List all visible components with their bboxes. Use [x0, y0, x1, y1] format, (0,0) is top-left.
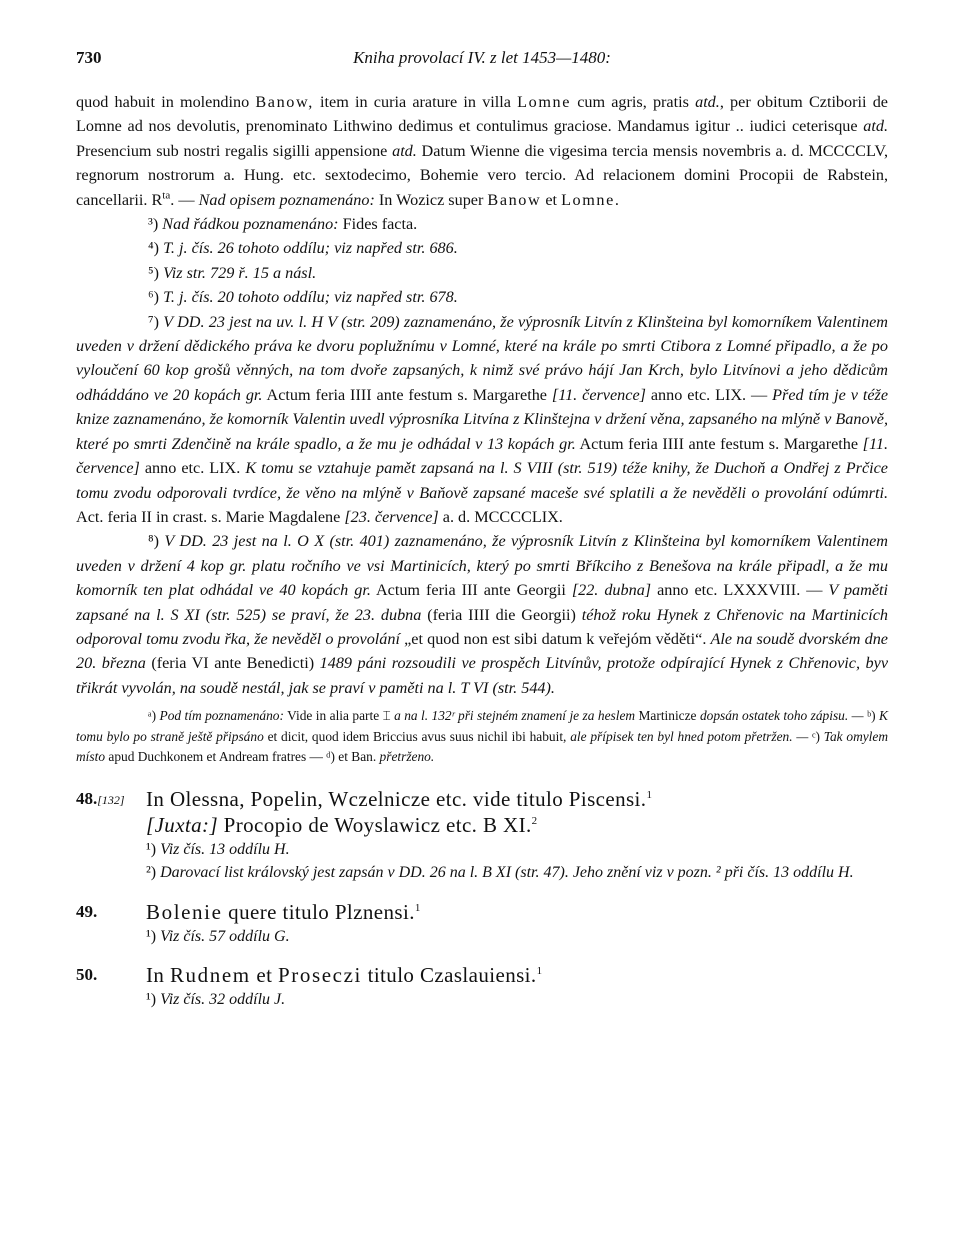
entry-title-line2: [Juxta:] Procopio de Woyslawicz etc. B XI.$^2$: [146, 812, 538, 837]
entry-number: 48.[132]: [76, 788, 125, 808]
entry-49: [76, 899, 888, 949]
footnote-4: ⁴) T. j. čís. 26 tohoto oddílu; viz napřed str. 686.: [148, 239, 458, 258]
footnote-5: ⁵) Viz str. 729 ř. 15 a násl.: [148, 263, 317, 282]
siglum-symbol-icon: ⌶: [382, 708, 391, 724]
entry-footnote: ¹) Viz čís. 32 oddílu J.: [146, 991, 286, 1009]
footnote-6: ⁶) T. j. čís. 20 tohoto oddílu; viz napřed str. 678.: [148, 288, 458, 307]
entry-number: 50.: [76, 965, 98, 985]
entry-title: In Rudnem et Proseczi titulo Czaslauiensi.$^1$: [146, 963, 543, 988]
charter-paragraph: quod habuit in molendino Banow, item in curia arature in villa Lomne cum agris, pratis atd., per obitum Cztiborii de Lomne ad nos devolutis, prenominato Lithwino dedimus et contulimus graciose. Mandamus igitur .. iudici ceterisque atd. Presencium sub nostri regalis sigilli appensione atd. Datum Wienne die vigesima tercia mensis novembris a. d. MCCCCLV, regnorum nostrorum a. Hung. etc. sextodecimo, Bohemie vero tercio. Ad relacionem domini Procopii de Rabstein, cancellarii. $R^{ta}$. — Nad opisem poznamenáno: In Wozicz super Banow et Lomne.: [76, 93, 888, 209]
entry-title: In Olessna, Popelin, Wczelnicze etc. vide titulo Piscensi.$^1$: [146, 786, 653, 811]
running-header: [76, 48, 888, 76]
footnote-8: ⁸) V DD. 23 jest na l. O X (str. 401) zaznamenáno, že výprosník Litvín z Klinšteina byl komorníkem Valentinem uveden v držení 4 kop gr. platu ročního ve vsi Martinicích, který po smrti Bříkciho z Benešova na krále připadl, a že mu komorník ten plat odhádal ve 40 kopách gr. Actum feria III ante Georgii [22. dubna] anno etc. LXXXVIII. — V paměti zapsané na l. S XI (str. 525) se praví, že 23. dubna (feria IIII die Georgii) téhož roku Hynek z Chřenovic na Martinicích odporoval tomu zvodu řka, že nevěděl o provolání „et quod non est sibi datum k veřejóm věděti“. Ale na soudě dvorském dne 20. března (feria VI ante Benedicti) 1489 páni rozsoudili ve prospěch Litvínův, protože odpírající Hynek z Chřenovic, byv třikrát vyvolán, na soudě nestál, jak se praví v paměti na l. T VI (str. 544).: [76, 532, 889, 697]
footnote-7: ⁷) V DD. 23 jest na uv. l. H V (str. 209) zaznamenáno, že výprosník Litvín z Klinšteina byl komorníkem Valentinem uveden v držení dědického práva ke dvoru poplužnímu v Lomné, které na krále po smrti Ctibora z Lomné připadlo, a že po vyloučení 60 kop grošů věnných, na tom dvoře zapsaných, k nimž své právo hájí Jan Krch, bylo Litvínovi a jeho dědicům odháddáno ve 20 kopách gr. Actum feria IIII ante festum s. Margarethe [11. července] anno etc. LIX. — Před tím je v téže knize zaznamenáno, že komorník Valentin uvedl výprosníka Litvína z Klinštejna v držení věna, zapsaného na mlýně v Banově, které po smrti Zdenčině na krále spadlo, a že mu je odhádal v 13 kopách gr. Actum feria IIII ante festum s. Margarethe [11. července] anno etc. LIX. K tomu se vztahuje pamět zapsaná na l. S VIII (str. 519) téže knihy, že Duchoň a Ondřej z Prčice tomu zvodu odporovali tvrdíce, že věno na mlýně v Baňově zapsané maceše své splatili a že nevěděli o provolání odúmrti. Act. feria II in crast. s. Marie Magdalene [23. července] a. d. MCCCCLIX.: [76, 312, 889, 526]
running-title: Kniha provolací IV. z let 1453—1480:: [353, 48, 611, 67]
footnote-3: ³) Nad řádkou poznamenáno: Fides facta.: [148, 215, 418, 234]
entry-number: 49.: [76, 901, 98, 921]
document-page: [76, 48, 888, 1012]
main-text: [76, 90, 888, 768]
entry-50: [76, 962, 888, 1012]
entry-title: Bolenie quere titulo Plznensi.$^1$: [146, 899, 421, 924]
page-number: 730: [76, 48, 102, 67]
entry-footnote: ¹) Viz čís. 13 oddílu H.: [146, 840, 290, 858]
entry-footnote: ¹) Viz čís. 57 oddílu G.: [146, 927, 290, 945]
critical-apparatus: ᵃ) Pod tím poznamenáno: Vide in alia parte ⌶ a na l. 132ʳ při stejném znamení je za heslem Martinicze dopsán ostatek toho zápisu. — ᵇ) K tomu bylo po straně ještě připsáno et dicit, quod idem Briccius avus suus nichil ibi habuit, ale přípisek ten byl hned potom přetržen. — ᶜ) Tak omylem místo apud Duchkonem et Andream fratres — ᵈ) et Ban. přetrženo.: [76, 708, 889, 765]
entry-48: [76, 786, 888, 885]
entry-footnote: ²) Darovací list královský jest zapsán v DD. 26 na l. B XI (str. 47). Jeho znění viz v pozn. ² při čís. 13 oddílu H.: [146, 864, 854, 882]
